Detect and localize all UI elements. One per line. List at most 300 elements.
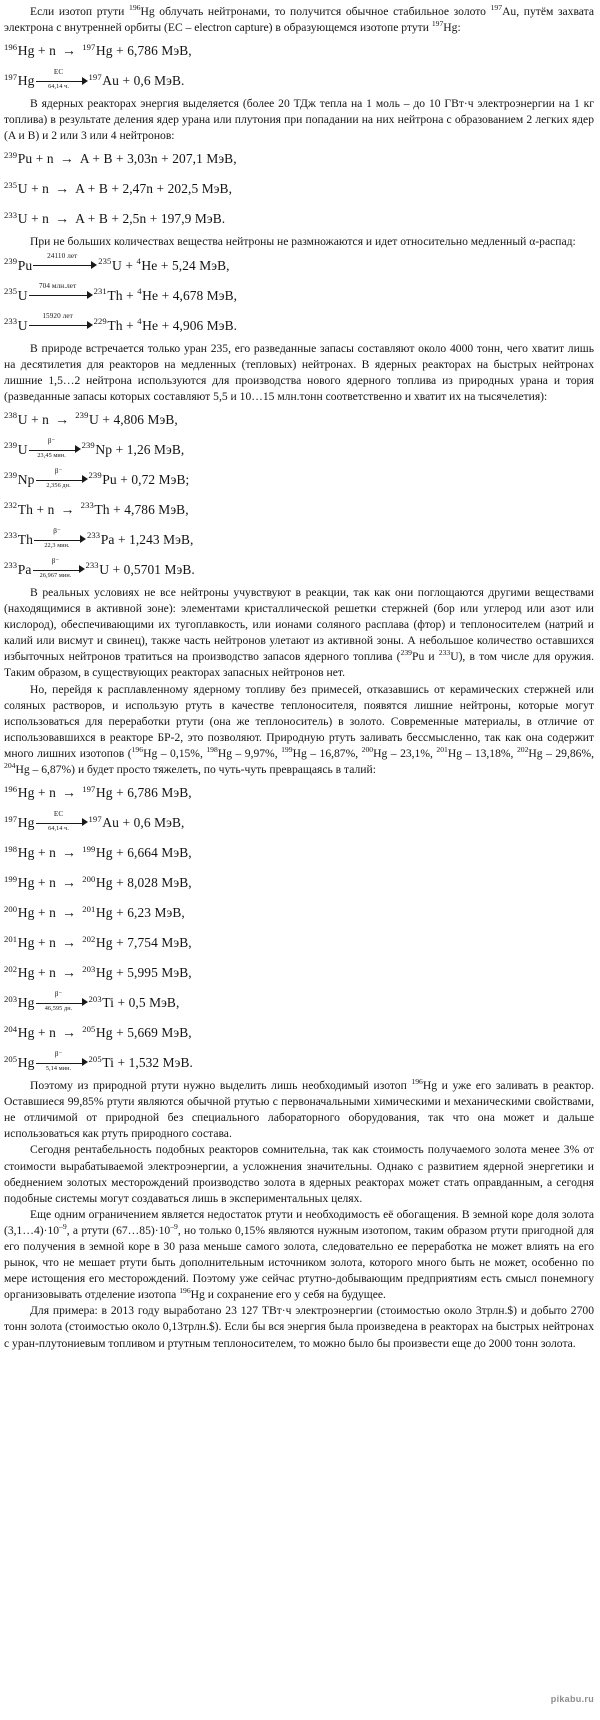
eq-th232-n xyxy=(4,495,594,525)
mass-number: 197 xyxy=(88,813,102,824)
decay-mode-label: EC xyxy=(53,68,64,77)
nuclide xyxy=(94,281,123,311)
paragraph xyxy=(4,234,594,250)
arrow-shaft xyxy=(33,265,92,266)
decay-mode-label: β⁻ xyxy=(54,989,63,998)
arrow-head xyxy=(82,1058,88,1066)
equation-text: + n xyxy=(27,181,49,197)
element-symbol: U xyxy=(111,257,122,273)
half-life-label: 46,595 дн. xyxy=(44,1004,73,1012)
equation-text: + 8,028 МэВ, xyxy=(112,875,192,891)
nuclide xyxy=(82,958,113,988)
mass-number: 196 xyxy=(4,41,18,52)
half-life-label: 22,3 мин. xyxy=(44,541,70,549)
text-run: Hg облучать нейтронами, то получится обычное стабильное золото xyxy=(140,5,491,18)
arrow-head xyxy=(87,321,93,329)
text-run: Сегодня рентабельность подобных реакторов сомнительна, так как стоимость получаемого золота менее 3% от стоимости вырабатываемой электроэнергии, а усложнения значительны. Однако с развитием ядерной энергетики и обеднением золотых месторождений производство золота в ядерных реакторах может стать оправданным, а сегодня подобные системы могут создаваться лишь в экспериментальных целях. xyxy=(4,1143,594,1205)
decay-mode-label: 15920 лет xyxy=(42,312,73,321)
element-symbol: He xyxy=(142,287,159,303)
element-symbol: U xyxy=(17,287,28,303)
half-life-label: 64,14 ч. xyxy=(48,83,69,91)
mass-number: 199 xyxy=(82,843,96,854)
equation-text: + xyxy=(122,317,138,333)
text-run: Hg – 9,97%, xyxy=(217,746,282,760)
isotope-superscript: 196 xyxy=(179,1286,191,1296)
arrow-head xyxy=(82,818,88,826)
nuclide xyxy=(82,868,113,898)
text-run: В ядерных реакторах энергия выделяется (более 20 ТДж тепла на 1 моль – до 10 ГВт·ч электроэнергии на 1 кг топлива) в результате деления ядер урана или плутония при попадании на них нейтрона с образованием 2 легких ядер (A и B) и 2 или 3 или 4 нейтронов: xyxy=(4,97,594,143)
eq-hg199-n xyxy=(4,868,594,898)
reaction-arrow-icon: → xyxy=(58,906,80,922)
mass-number: 197 xyxy=(4,71,18,82)
equation-text: + n xyxy=(34,935,56,951)
eq-u239-beta xyxy=(4,435,594,465)
equation-text: + 4,786 МэВ, xyxy=(109,501,189,517)
arrow-head xyxy=(82,475,88,483)
equation-text: + n xyxy=(34,1025,56,1041)
eq-hg202-n xyxy=(4,958,594,988)
isotope-superscript: 204 xyxy=(4,761,16,771)
equation-text: + 0,6 МэВ, xyxy=(119,815,185,831)
nuclide xyxy=(98,251,122,281)
nuclide xyxy=(94,311,123,341)
decay-mode-label: 704 млн.лет xyxy=(38,282,77,291)
reaction-arrow-icon: → xyxy=(58,966,80,982)
element-symbol: Np xyxy=(95,441,113,457)
reaction-arrow-icon: → xyxy=(58,936,80,952)
element-symbol: Hg xyxy=(17,785,35,801)
text-run: В природе встречается только уран 235, его разведанные запасы составляют около 4000 тонн, чего хватит лишь на десятилетия для реакторов на медленных (тепловых) нейтронах. В ядерных реакторах на быстрых нейтронах лишние 1,5…2 нейтрона используются для производства нового ядерного топлива из природных урана и тория (разведанные запасы которых составляют 5,5 и 10…15 млн.тонн соответственно и хватит их на тысячелетия): xyxy=(4,341,594,403)
element-symbol: Hg xyxy=(95,43,113,59)
decay-arrow-icon xyxy=(34,526,86,551)
element-symbol: Hg xyxy=(17,875,35,891)
mass-number: 205 xyxy=(4,1053,18,1064)
element-symbol: Hg xyxy=(17,815,35,831)
equation-text: A + B + 2,47n + 202,5 МэВ, xyxy=(75,181,233,197)
nuclide xyxy=(4,1018,35,1048)
decay-arrow-icon xyxy=(33,556,85,581)
mass-number: 239 xyxy=(4,440,18,451)
equation-text: + 6,23 МэВ, xyxy=(112,905,185,921)
equation-text: + xyxy=(122,287,138,303)
element-symbol: Hg xyxy=(17,905,35,921)
mass-number: 202 xyxy=(82,933,96,944)
decay-mode-label: EC xyxy=(53,809,64,818)
equation-text: A + B + 3,03n + 207,1 МэВ, xyxy=(79,151,237,167)
decay-arrow-icon xyxy=(29,312,93,336)
mass-number: 202 xyxy=(4,963,18,974)
mass-number: 200 xyxy=(4,903,18,914)
equation-text: + n xyxy=(34,875,56,891)
nuclide xyxy=(87,525,115,555)
text-run: Hg – 6,87%) и будет просто тяжелеть, по чуть-чуть превращаясь в талий: xyxy=(15,762,376,776)
equation-text: + 4,678 МэВ, xyxy=(158,287,238,303)
decay-arrow-icon xyxy=(36,1049,88,1074)
text-run: Еще одним ограничением является недостаток ртути и необходимость её обогащения. В земной коре доля золота (3,1…4)·10 xyxy=(4,1207,594,1237)
eq-pu239-alpha xyxy=(4,251,594,281)
eq-hg197-ec-2 xyxy=(4,808,594,838)
isotope-superscript: 196 xyxy=(131,745,144,755)
eq-hg201-n xyxy=(4,928,594,958)
nuclide xyxy=(137,311,158,341)
nuclide xyxy=(89,66,120,96)
decay-mode-label: β⁻ xyxy=(54,1049,63,1058)
element-symbol: U xyxy=(17,211,28,227)
arrow-shaft xyxy=(29,450,76,451)
nuclide xyxy=(4,251,32,281)
mass-number: 235 xyxy=(4,180,18,190)
paragraph xyxy=(4,341,594,405)
nuclide xyxy=(4,525,33,555)
mass-number: 199 xyxy=(4,873,18,884)
element-symbol: Pa xyxy=(17,561,32,577)
reaction-arrow-icon: → xyxy=(51,182,73,198)
nuclide xyxy=(4,465,35,495)
element-symbol: Hg xyxy=(95,965,113,981)
text-run: Hg и уже его заливать в реактор. Оставшиеся 99,85% ртути являются обычной ртутью с первоначальными химическими и механическими свойствами, не отличимой от природной без специального лабораторного оборудования, так что она может и дальше использоваться как ртуть природного состава. xyxy=(4,1079,595,1141)
element-symbol: Ti xyxy=(102,995,115,1011)
equation-text: + 0,72 МэВ; xyxy=(116,471,190,487)
equation-text: + n xyxy=(34,43,56,59)
half-life-label: 26,967 мин. xyxy=(39,571,72,579)
text-run: Hg – 23,1%, xyxy=(373,746,437,760)
element-symbol: He xyxy=(141,257,158,273)
nuclide xyxy=(4,1048,35,1078)
text-run: Au, путём захвата электрона с внутренней орбиты (EC – electron capture) в образующемся изотопе ртути xyxy=(4,5,594,35)
equation-text: + n xyxy=(27,411,49,427)
nuclide xyxy=(4,838,35,868)
element-symbol: Hg xyxy=(95,875,113,891)
element-symbol: Au xyxy=(102,73,120,89)
paragraph xyxy=(4,585,594,682)
isotope-superscript: 197 xyxy=(490,3,503,13)
mass-number: 239 xyxy=(4,470,18,481)
mass-number: 233 xyxy=(4,210,18,220)
reaction-arrow-icon: → xyxy=(58,44,80,60)
text-run: Поэтому из природной ртути нужно выделить лишь необходимый изотоп xyxy=(30,1079,412,1093)
nuclide xyxy=(86,555,110,585)
arrow-shaft xyxy=(36,480,83,481)
mass-number: 4 xyxy=(137,286,142,297)
equation-text: + 0,5701 МэВ. xyxy=(109,561,195,577)
decay-mode-label: β⁻ xyxy=(47,436,56,445)
half-life-label: 64,14 ч. xyxy=(48,824,69,832)
reaction-arrow-icon: → xyxy=(51,212,73,228)
nuclide xyxy=(4,36,35,66)
element-symbol: U xyxy=(17,441,28,457)
mass-number: 4 xyxy=(137,316,142,327)
eq-u233-fission xyxy=(4,204,594,234)
isotope-superscript: 196 xyxy=(411,1077,423,1087)
element-symbol: U xyxy=(17,317,28,333)
element-symbol: Hg xyxy=(17,73,35,89)
mass-number: 4 xyxy=(136,256,141,267)
element-symbol: Pu xyxy=(17,151,33,167)
arrow-shaft xyxy=(36,823,83,824)
element-symbol: Hg xyxy=(95,935,113,951)
mass-number: 229 xyxy=(93,316,107,327)
nuclide xyxy=(4,868,35,898)
mass-number: 233 xyxy=(87,530,101,541)
mass-number: 203 xyxy=(82,963,96,974)
nuclide xyxy=(137,281,158,311)
arrow-head xyxy=(75,445,81,453)
pikabu-watermark: pikabu.ru xyxy=(550,1694,594,1704)
element-symbol: U xyxy=(17,411,28,427)
element-symbol: Hg xyxy=(17,995,35,1011)
paragraph xyxy=(4,1303,594,1351)
mass-number: 201 xyxy=(4,933,18,944)
mass-number: 235 xyxy=(98,256,112,267)
eq-np239-beta xyxy=(4,465,594,495)
arrow-head xyxy=(87,291,93,299)
nuclide xyxy=(81,495,110,525)
arrow-shaft xyxy=(29,325,88,326)
nuclide xyxy=(82,898,113,928)
element-symbol: Th xyxy=(107,317,123,333)
element-symbol: U xyxy=(99,561,110,577)
mass-number: 239 xyxy=(75,410,89,421)
nuclide xyxy=(4,988,35,1018)
element-symbol: Pu xyxy=(17,257,33,273)
isotope-superscript: –9 xyxy=(59,1222,67,1232)
isotope-superscript: 200 xyxy=(361,745,374,755)
mass-number: 203 xyxy=(4,993,18,1004)
nuclide xyxy=(82,838,113,868)
decay-arrow-icon xyxy=(29,436,81,461)
arrow-shaft xyxy=(29,295,88,296)
mass-number: 239 xyxy=(4,256,18,267)
paragraph xyxy=(4,96,594,144)
arrow-head xyxy=(80,535,86,543)
mass-number: 233 xyxy=(80,500,94,511)
arrow-shaft xyxy=(34,540,81,541)
equation-text: + 6,664 МэВ, xyxy=(112,845,192,861)
mass-number: 197 xyxy=(82,783,96,794)
equation-text: + n xyxy=(34,785,56,801)
decay-mode-label: 24110 лет xyxy=(47,252,78,261)
isotope-superscript: 233 xyxy=(438,648,451,658)
text-run: Hg: xyxy=(443,21,461,35)
eq-u233-alpha xyxy=(4,311,594,341)
equation-text: + 1,243 МэВ, xyxy=(114,531,194,547)
mass-number: 239 xyxy=(81,440,95,451)
text-run: Hg – 29,86%, xyxy=(528,746,595,760)
reaction-arrow-icon: → xyxy=(56,152,78,168)
eq-pu239-fission xyxy=(4,144,594,174)
element-symbol: Pa xyxy=(100,531,115,547)
isotope-superscript: 202 xyxy=(516,745,529,755)
nuclide xyxy=(136,251,157,281)
arrow-shaft xyxy=(33,570,80,571)
arrow-shaft xyxy=(36,1063,83,1064)
element-symbol: Hg xyxy=(17,1055,35,1071)
equation-text: + n xyxy=(32,151,54,167)
text-run: Pu и xyxy=(412,650,439,664)
text-run: Hg – 0,15%, xyxy=(143,746,207,760)
arrow-head xyxy=(82,77,88,85)
mass-number: 239 xyxy=(4,150,18,160)
mass-number: 238 xyxy=(4,410,18,421)
nuclide xyxy=(75,405,99,435)
element-symbol: Th xyxy=(17,501,34,517)
mass-number: 197 xyxy=(88,71,102,82)
eq-hg205-beta xyxy=(4,1048,594,1078)
mass-number: 205 xyxy=(82,1023,96,1034)
eq-u235-alpha xyxy=(4,281,594,311)
paragraph xyxy=(4,4,594,36)
text-run: В реальных условиях не все нейтроны учувствуют в реакции, так как они поглощаются другими веществами (находящимися в активной зоне): элементами кристаллической решетки стержней (бор или углерод или азот или кислород), обеспечивающими их тугоплавкость, или ионами соляного расплава (фтор) и теплоносителем (натрий и калий или висмут и свинец), также часть нейтронов улетают из активной зоны. А небольшое количество оставшихся избыточных нейтронов тратиться на производство запасов ядерного топлива ( xyxy=(4,585,594,664)
arrow-head xyxy=(91,261,97,269)
element-symbol: Pu xyxy=(102,471,117,487)
eq-u238-n xyxy=(4,405,594,435)
equation-text: + 5,669 МэВ, xyxy=(112,1025,192,1041)
paragraph xyxy=(4,1078,594,1142)
nuclide xyxy=(4,66,35,96)
text-run: Hg – 13,18%, xyxy=(447,746,517,760)
nuclide xyxy=(4,311,28,341)
element-symbol: Hg xyxy=(17,43,35,59)
element-symbol: Hg xyxy=(95,905,113,921)
equation-text: + 6,786 МэВ, xyxy=(112,785,192,801)
equation-text: + 1,26 МэВ, xyxy=(112,441,185,457)
nuclide xyxy=(82,36,113,66)
eq-u235-fission xyxy=(4,174,594,204)
nuclide xyxy=(4,281,28,311)
equation-text: + 4,806 МэВ, xyxy=(98,411,178,427)
decay-mode-label: β⁻ xyxy=(53,526,61,535)
element-symbol: Np xyxy=(17,471,35,487)
decay-arrow-icon xyxy=(29,282,93,306)
nuclide xyxy=(82,435,113,465)
text-run: Hg – 16,87%, xyxy=(292,746,362,760)
mass-number: 233 xyxy=(4,560,18,571)
decay-arrow-icon xyxy=(36,68,88,92)
decay-mode-label: β⁻ xyxy=(51,556,60,565)
text-run: , а ртути (67…85)·10 xyxy=(66,1223,171,1237)
reaction-arrow-icon: → xyxy=(58,876,80,892)
eq-th233-beta xyxy=(4,525,594,555)
nuclide xyxy=(4,405,28,435)
equation-text: + 5,24 МэВ, xyxy=(157,257,230,273)
nuclide xyxy=(89,465,117,495)
element-symbol: Hg xyxy=(17,965,35,981)
element-symbol: Hg xyxy=(17,935,35,951)
nuclide xyxy=(4,435,28,465)
nuclide xyxy=(82,928,113,958)
nuclide xyxy=(4,898,35,928)
element-symbol: Hg xyxy=(17,845,35,861)
decay-arrow-icon xyxy=(36,466,88,491)
nuclide xyxy=(4,495,33,525)
half-life-label: 5,14 мин. xyxy=(45,1064,72,1072)
nuclide xyxy=(4,174,28,204)
nuclide xyxy=(89,1048,115,1078)
equation-text: + 0,5 МэВ, xyxy=(114,995,180,1011)
equation-text: + n xyxy=(33,501,55,517)
mass-number: 235 xyxy=(4,286,18,297)
half-life-label: 23,45 мин. xyxy=(37,451,66,459)
isotope-superscript: 239 xyxy=(400,648,412,658)
text-run: Но, перейдя к расплавленному ядерному топливу без примесей, отказавшись от керамических стержней или соляных растворов, и использую ртуть в качестве теплоносителя, появятся лишние нейтроны, которые могут использоваться для переработки ртути (она же теплоноситель) в золото. Современные материалы, в отличие от использовавшихся в реакторе БР-2, это позволяют. Природную ртуть заливать бессмысленно, так как она содержит много лишних изотопов ( xyxy=(4,682,594,760)
nuclide xyxy=(4,204,28,234)
equation-text: + 7,754 МэВ, xyxy=(112,935,192,951)
mass-number: 197 xyxy=(82,41,96,52)
mass-number: 233 xyxy=(85,560,99,571)
text-run: Если изотоп ртути xyxy=(30,5,130,18)
element-symbol: U xyxy=(88,411,99,427)
mass-number: 198 xyxy=(4,843,18,854)
element-symbol: Ti xyxy=(102,1055,115,1071)
isotope-superscript: 196 xyxy=(129,3,141,13)
element-symbol: Hg xyxy=(95,785,113,801)
reaction-arrow-icon: → xyxy=(56,502,79,518)
text-run: , но только 0,15% являются нужным изотопом, таким образом ртути пригодной для его получения в земной коре в 30 раза меньше самого золота, следовательно ее переработка не может влиять на его рынок, что не мешает ртути быть дополнительным источником золота, которого много быть не может, особенно по мере истощения его месторождений. Поэтому уже сейчас ртутно-добывающим предприятиям есть смысл понемногу организовывать отделение изотопа xyxy=(4,1223,594,1302)
nuclide xyxy=(4,555,32,585)
isotope-superscript: 201 xyxy=(436,745,448,755)
isotope-superscript: 199 xyxy=(281,745,293,755)
text-run: Hg и сохранение его у себя на будущее. xyxy=(190,1288,386,1302)
nuclide xyxy=(89,988,115,1018)
paragraph xyxy=(4,1142,594,1206)
eq-hg196-n xyxy=(4,36,594,66)
mass-number: 200 xyxy=(82,873,96,884)
reaction-arrow-icon: → xyxy=(58,846,80,862)
element-symbol: Th xyxy=(107,287,123,303)
mass-number: 231 xyxy=(93,286,107,297)
arrow-shaft xyxy=(36,81,83,82)
decay-arrow-icon xyxy=(36,809,88,834)
arrow-shaft xyxy=(36,1003,83,1004)
text-run: При не больших количествах вещества нейтроны не размножаются и идет относительно медленный α-распад: xyxy=(30,235,576,249)
mass-number: 203 xyxy=(88,993,102,1004)
equation-text: + xyxy=(121,257,137,273)
eq-pa233-beta xyxy=(4,555,594,585)
eq-hg196-n-2 xyxy=(4,778,594,808)
paragraph xyxy=(4,1207,594,1304)
mass-number: 196 xyxy=(4,783,18,794)
element-symbol: Th xyxy=(17,531,34,547)
equation-text: + 0,6 МэВ. xyxy=(119,73,185,89)
mass-number: 205 xyxy=(88,1053,102,1064)
decay-arrow-icon xyxy=(36,989,88,1014)
mass-number: 201 xyxy=(82,903,96,914)
paragraph xyxy=(4,682,594,779)
nuclide xyxy=(4,958,35,988)
text-run: Для примера: в 2013 году выработано 23 127 ТВт·ч электроэнергии (стоимостью около 3трлн.$) и добыто 2700 тонн золота (стоимостью около 0,13трлн.$). Если бы вся энергия была произведена в реакторах на быстрых нейтронах с уран-плутониевым топливом и ртутным теплоносителем, то можно было бы произвести еще до 2000 тонн золота. xyxy=(4,1304,594,1350)
text-run: U), в том числе для оружия. Таким образом, в существующих реакторах запасных нейтронов нет. xyxy=(4,650,594,680)
equation-text: + 4,906 МэВ. xyxy=(158,317,238,333)
element-symbol: Th xyxy=(94,501,110,517)
equation-text: + n xyxy=(34,965,56,981)
reaction-arrow-icon: → xyxy=(58,1026,80,1042)
element-symbol: Hg xyxy=(95,1025,113,1041)
nuclide xyxy=(4,928,35,958)
nuclide xyxy=(4,778,35,808)
isotope-superscript: 198 xyxy=(206,745,218,755)
equation-text: + n xyxy=(34,905,56,921)
decay-mode-label: β⁻ xyxy=(54,466,63,475)
equation-text: A + B + 2,5n + 197,9 МэВ. xyxy=(75,211,226,227)
mass-number: 233 xyxy=(4,316,18,327)
reaction-arrow-icon: → xyxy=(58,786,80,802)
nuclide xyxy=(4,144,32,174)
nuclide xyxy=(82,1018,113,1048)
isotope-superscript: –9 xyxy=(170,1222,178,1232)
nuclide xyxy=(4,808,35,838)
mass-number: 239 xyxy=(88,470,102,481)
mass-number: 204 xyxy=(4,1023,18,1034)
